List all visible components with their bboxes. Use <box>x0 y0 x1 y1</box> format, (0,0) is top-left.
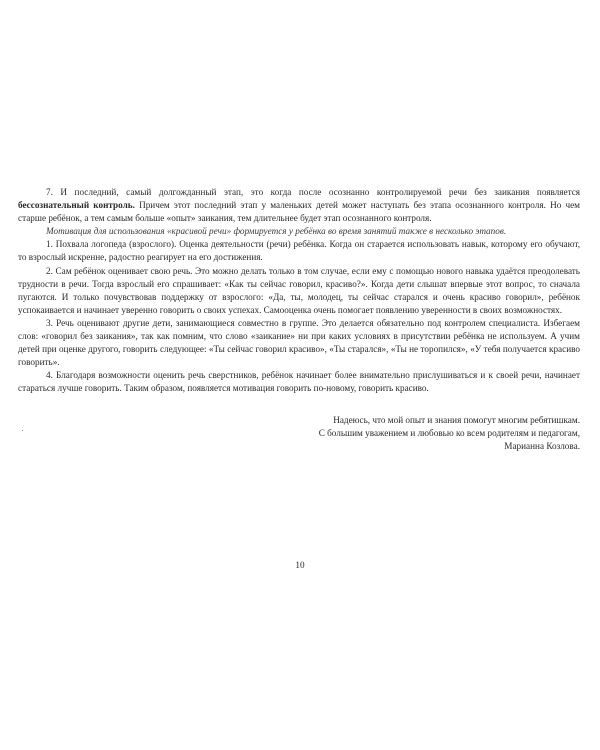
signature-line-1: Надеюсь, что мой опыт и знания помогут многим ребятишкам. <box>333 415 580 425</box>
paragraph-m1 <box>18 238 580 264</box>
text-segment: Мотивация для использования «красивой речи» формируется у ребёнка во время занятий также в несколько этапов. <box>46 226 507 237</box>
document-body <box>18 186 580 396</box>
signature-author: Марианна Козлова. <box>504 441 580 452</box>
page-number: 10 <box>295 560 305 570</box>
text-segment: 1. Похвала логопеда (взрослого). Оценка деятельности (речи) ребёнка. Когда он старается использовать навык, которому его обучают, то взрослый искренне, радостно реагирует на его достижения. <box>18 239 580 263</box>
paragraph-p7 <box>18 186 580 225</box>
bold-term: бессознательный контроль. <box>18 200 135 211</box>
text-segment: 4. Благодаря возможности оценить речь сверстников, ребёнок начинает более внимательно прислушиваться и к своей речи, начинает стараться лучше говорить. Таким образом, появляется мотивация говорить по-новому, говорить красиво. <box>18 370 580 394</box>
text-segment: Причем этот последний этап у маленьких детей может наступать без этапа осознанного контроля. Но чем старше ребёнок, а тем самым больше «опыт» заикания, тем длительнее будет этап осознанного контроля. <box>18 200 580 224</box>
text-segment: 7. И последний, самый долгожданный этап, это когда после осознанно контролируемой речи без заикания появляется <box>46 187 580 197</box>
paragraph-motivation <box>18 225 580 238</box>
paragraph-m2 <box>18 265 580 317</box>
text-segment: 3. Речь оценивают другие дети, занимающиеся совместно в группе. Это делается обязательно под контролем специалиста. Избегаем слов: «говорил без заикания», так как помним, что слово «заикание» ни при каких условиях в присутствии ребёнка не используем. А учим детей при оценке другого, говорить следующее: «Ты сейчас говорил красиво», «Ты старался», «Ты не торопился», «У тебя получается красиво говорить». <box>18 317 580 368</box>
paragraph-m3 <box>18 317 580 369</box>
scan-speck <box>22 430 23 431</box>
signature-line-2: С большим уважением и любовью ко всем родителям и педагогам, <box>318 428 580 439</box>
paragraph-m4 <box>18 369 580 395</box>
text-segment: 2. Сам ребёнок оценивает свою речь. Это можно делать только в том случае, если ему с помощью нового навыка удаётся преодолевать трудности в речи. Тогда взрослый его спрашивает: «Как ты сейчас говорил, красиво?». Когда дети слышат впервые этот вопрос, то сначала пугаются. И только почувствовав поддержку от взрослого: «Да, ты, молодец, ты сейчас старался и очень красиво говорил», ребёнок успокаивается и начинает уверенно говорить о своих успехах. Самооценка очень помогает появлению уверенности в своих возможностях. <box>18 265 580 315</box>
signature-block <box>180 414 580 453</box>
